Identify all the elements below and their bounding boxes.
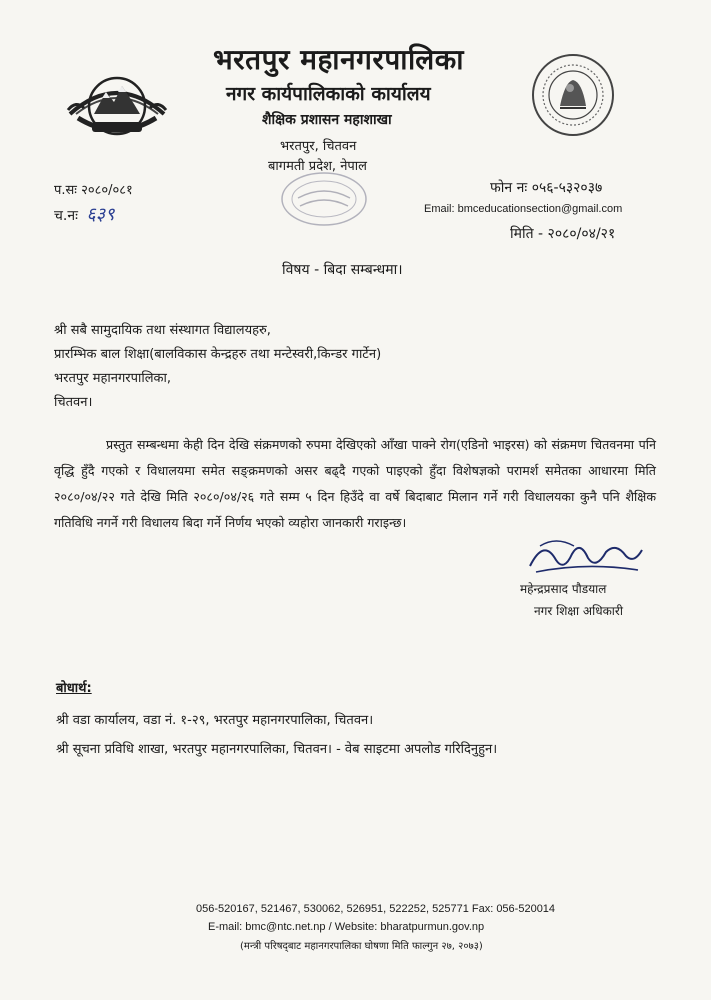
footer-phones: 056-520167, 521467, 530062, 526951, 522252, 525771 Fax: 056-520014 (196, 903, 556, 915)
nepal-emblem-icon (62, 52, 172, 152)
addressee-line: प्रारम्भिक बाल शिक्षा(बालविकास केन्द्रहरु तथा मन्टेस्वरी,किन्डर गार्टेन) (54, 347, 382, 362)
phone-number: फोन नः ०५६-५३२०३७ (490, 180, 603, 196)
ps-number (54, 180, 133, 198)
cn-label: च.नः (54, 208, 78, 224)
office-stamp-icon (278, 168, 370, 230)
footer-note: (मन्त्री परिषद्‌बाट महानगरपालिका घोषणा मिति फाल्गुन २७, २०७३) (240, 941, 483, 952)
ps-value: २०८०/०८१ (81, 183, 133, 198)
addressee-line: चितवन। (54, 395, 93, 410)
office-name: नगर कार्यपालिकाको कार्यालय (226, 83, 431, 105)
cn-number (54, 202, 115, 226)
cn-value: ६३९ (86, 204, 115, 225)
handwritten-signature-icon (526, 532, 646, 582)
signer-title: नगर शिक्षा अधिकारी (534, 604, 623, 618)
ps-label: प.सः (54, 183, 77, 198)
cc-heading: बोधार्थ: (56, 681, 92, 696)
cc-item: श्री सूचना प्रविधि शाखा, भरतपुर महानगरपालिका, चितवन। - वेब साइटमा अपलोड गरिदिनुहुन। (56, 742, 498, 757)
addressee-line: भरतपुर महानगरपालिका, (54, 371, 172, 386)
metropolitan-seal-icon (530, 52, 616, 138)
signer-name: महेन्द्रप्रसाद पौडयाल (520, 582, 607, 596)
letter-body: प्रस्तुत सम्बन्धमा केही दिन देखि संक्रमणको रुपमा देखिएको आँखा पाक्ने रोग(एडिनो भाइरस) को संक्रमण चितवनमा पनि वृद्धि हुँदै गएको र विधालयमा समेत सङ्क्रमणको असर बढ्दै गएको पाइएको हुँदा विशेषज्ञको परामर्श समेतका आधारमा मिति २०८०/०४/२२ गते देखि मिति २०८०/०४/२६ गते सम्म ५ दिन हिउँदे वा वर्षे बिदाबाट मिलान गर्ने गरी विधालयका कुनै पनि शैक्षिक गतिविधि नगर्ने गरी विधालय बिदा गर्ने निर्णय भएको व्यहोरा जानकारी गराइन्छ। (54, 437, 656, 530)
organization-name: भरतपुर महानगरपालिका (213, 43, 464, 76)
cc-item: श्री वडा कार्यालय, वडा नं. १-२९, भरतपुर महानगरपालिका, चितवन। (56, 713, 374, 728)
office-city: भरतपुर, चितवन (280, 139, 357, 154)
division-name: शैक्षिक प्रशासन महाशाखा (262, 112, 392, 128)
addressee-line: श्री सबै सामुदायिक तथा संस्थागत विद्यालयहरु, (54, 323, 271, 338)
letter-date: मिति - २०८०/०४/२१ (510, 226, 616, 242)
letter-subject: विषय - बिदा सम्बन्धमा। (282, 262, 403, 278)
email-address: Email: bmceducationsection@gmail.com (424, 203, 623, 215)
footer-contact: E-mail: bmc@ntc.net.np / Website: bharatpurmun.gov.np (208, 921, 485, 933)
office-province: बागमती प्रदेश, नेपाल (268, 159, 367, 174)
